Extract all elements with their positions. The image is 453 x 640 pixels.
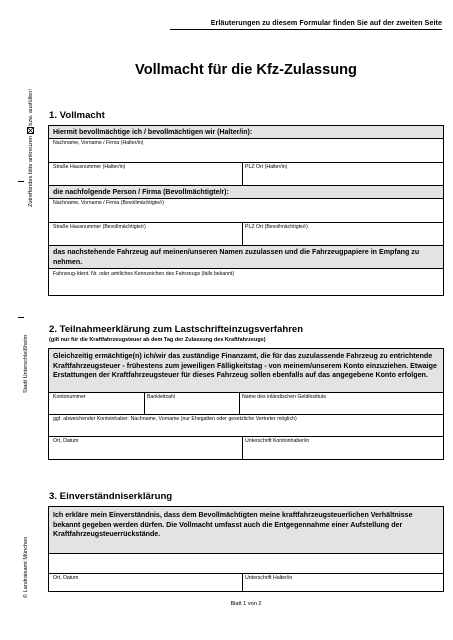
- section3-place-date-field[interactable]: Ort, Datum: [53, 575, 79, 581]
- account-holder-signature-field[interactable]: Unterschrift Kontoinhaber/in: [245, 438, 310, 444]
- agent-plz-field[interactable]: PLZ Ort (Bevollmächtigte/r): [245, 224, 308, 230]
- side-instruction-left: Zutreffendes bitte ankreuzen: [27, 135, 34, 207]
- header-divider: [170, 29, 442, 30]
- holder-plz-field[interactable]: PLZ Ort (Halter/in): [245, 164, 288, 170]
- side-instruction: [27, 89, 34, 207]
- section3-spacer: [49, 554, 443, 573]
- section3-heading: 3. Einverständniserklärung: [49, 491, 173, 502]
- holder-signature-field[interactable]: Unterschrift Halter/in: [245, 575, 293, 581]
- fold-mark-top: [18, 181, 24, 182]
- bank-code-field[interactable]: Bankleitzahl: [147, 394, 175, 400]
- side-instruction-right: bzw. ausfüllen!: [27, 89, 34, 126]
- cross-checkbox-icon: [27, 127, 34, 134]
- holder-name-field[interactable]: Nachname, Vorname / Firma (Halter/in): [53, 140, 144, 146]
- section2-statement: Gleichzeitig ermächtige(n) ich/wir das zuständige Finanzamt, die für das zuzulassende Fahrzeug zu entrichtende Kraftfahrzeugsteuer - frühestens zum jeweiligen Fälligkeitstag - von meinem/unserem Konto einzuziehen. Etwaige Erstattungen der Kraftfahrzeugsteuer für dieses Fahrzeug sollen ebenfalls auf das angegebene Konto erfolgen.: [53, 352, 437, 379]
- fold-mark-middle: [18, 317, 24, 318]
- bank-name-field[interactable]: Name des inländischen Geldinstituts: [242, 394, 326, 400]
- page-title: Vollmacht für die Kfz-Zulassung: [135, 62, 357, 78]
- holder-street-field[interactable]: Straße Hausnummer (Halter/in): [53, 164, 126, 170]
- section2-heading: 2. Teilnahmeerklärung zum Lastschrifteinzugsverfahren: [49, 324, 304, 335]
- vehicle-id-field[interactable]: Fahrzeug-Ident. Nr. oder amtliches Kennzeichen des Fahrzeugs (falls bekannt): [53, 271, 235, 277]
- section1-statement: das nachstehende Fahrzeug auf meinen/unseren Namen zuzulassen und die Fahrzeugpapiere in Empfang zu nehmen.: [53, 248, 420, 266]
- section1-heading: 1. Vollmacht: [49, 110, 105, 121]
- section1-row1-label: Hiermit bevollmächtige ich / bevollmächtigen wir (Halter/in):: [53, 129, 253, 136]
- side-city: Stadt Unterschleißheim: [23, 334, 29, 393]
- page-footer: Blatt 1 von 2: [230, 601, 262, 607]
- account-holder-field[interactable]: ggf. abweichender Kontoinhaber: Nachname, Vorname (nur Ehegatten oder gesetzliche Vertreter möglich): [53, 416, 297, 422]
- section2-subheading: (gilt nur für die Kraftfahrzeugsteuer ab dem Tag der Zulassung des Kraftfahrzeugs): [49, 337, 266, 343]
- section2-box: [48, 348, 444, 460]
- side-copyright: © Landratsamt München: [23, 536, 29, 598]
- account-number-field[interactable]: Kontonummer: [53, 394, 86, 400]
- header-note: Erläuterungen zu diesem Formular finden Sie auf der zweiten Seite: [210, 18, 442, 27]
- section1-row2-label: die nachfolgende Person / Firma (Bevollmächtigte/r):: [53, 189, 229, 196]
- section3-box: [48, 506, 444, 592]
- section3-statement: Ich erkläre mein Einverständnis, dass dem Bevollmächtigten meine kraftfahrzeugsteuerlichen Verhältnisse bekannt gegeben werden dürfen. Die Vollmacht umfasst auch die Entgegennahme einer Aufstellung der Kraftfahrzeugsteuerrückstände.: [53, 511, 413, 538]
- agent-street-field[interactable]: Straße Hausnummer (Bevollmächtigte/r): [53, 224, 146, 230]
- section2-place-date-field[interactable]: Ort, Datum: [53, 438, 79, 444]
- section1-box: [48, 125, 444, 296]
- agent-name-field[interactable]: Nachname, Vorname / Firma (Bevollmächtigte/r): [53, 200, 164, 206]
